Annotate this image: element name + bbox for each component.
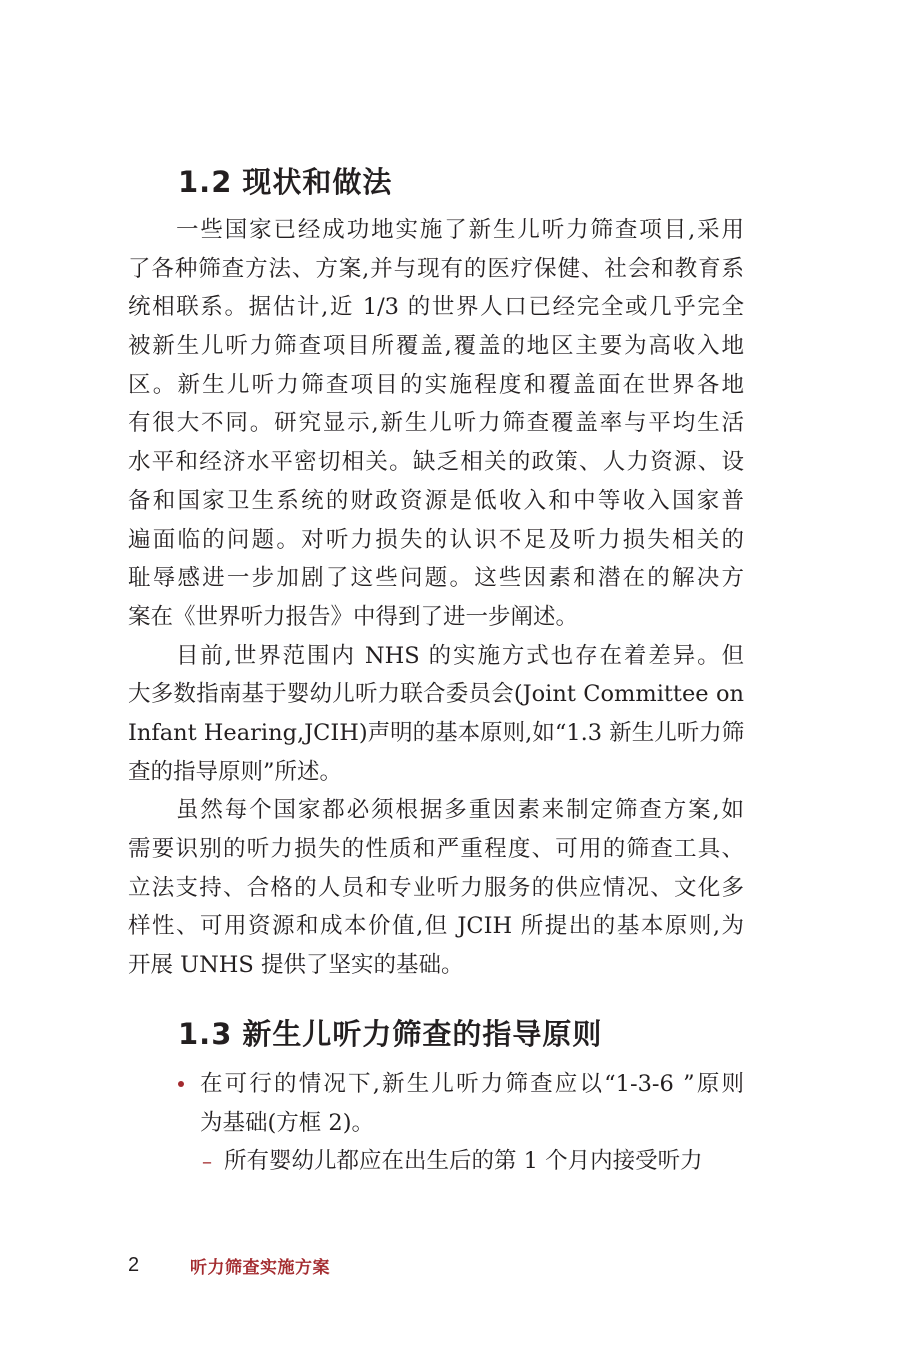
text-line: 有很大不同。研究显示,新生儿听力筛查覆盖率与平均生活 <box>128 410 744 437</box>
text-line: 一些国家已经成功地实施了新生儿听力筛查项目,采用 <box>176 217 744 243</box>
text-line: 目前,世界范围内 NHS 的实施方式也存在着差异。但 <box>176 642 744 669</box>
text-line: 案在《世界听力报告》中得到了进一步阐述。 <box>128 603 579 630</box>
text-line: 样性、可用资源和成本价值,但 JCIH 所提出的基本原则,为 <box>128 913 744 940</box>
section-heading-1-3 <box>178 1014 602 1054</box>
section-number: 1.2 <box>178 165 233 199</box>
text-line: 大多数指南基于婴幼儿听力联合委员会(Joint Committee on <box>128 681 744 708</box>
section-body-1-2 <box>128 211 744 985</box>
text-line: 开展 UNHS 提供了坚实的基础。 <box>128 952 464 979</box>
text-line: 遍面临的问题。对听力损失的认识不足及听力损失相关的 <box>128 526 744 553</box>
section-title: 新生儿听力筛查的指导原则 <box>242 1017 603 1051</box>
page-number: 2 <box>128 1253 140 1276</box>
dash-bullet-icon: – <box>202 1149 212 1174</box>
list-item <box>178 1065 744 1142</box>
text-line: 查的指导原则”所述。 <box>128 758 343 785</box>
text-line: Infant Hearing,JCIH)声明的基本原则,如“1.3 新生儿听力筛 <box>128 719 744 746</box>
page-footer <box>128 1252 330 1278</box>
paragraph <box>128 637 744 792</box>
bullet-dot-icon <box>178 1081 184 1087</box>
section-title: 现状和做法 <box>242 165 393 199</box>
section-number: 1.3 <box>178 1017 233 1051</box>
text-line: 区。新生儿听力筛查项目的实施程度和覆盖面在世界各地 <box>128 371 744 398</box>
paragraph <box>128 791 744 984</box>
text-line: 统相联系。据估计,近 1/3 的世界人口已经完全或几乎完全 <box>128 294 744 321</box>
text-line: 虽然每个国家都必须根据多重因素来制定筛查方案,如 <box>176 797 744 824</box>
text-line: 需要识别的听力损失的性质和严重程度、可用的筛查工具、 <box>128 836 744 862</box>
text-line: 水平和经济水平密切相关。缺乏相关的政策、人力资源、设 <box>128 449 744 476</box>
text-line: 所有婴幼儿都应在出生后的第 1 个月内接受听力 <box>224 1148 703 1175</box>
text-line: 为基础(方框 2)。 <box>200 1109 375 1136</box>
paragraph <box>128 211 744 637</box>
text-line: 备和国家卫生系统的财政资源是低收入和中等收入国家普 <box>128 487 744 514</box>
text-line: 了各种筛查方法、方案,并与现有的医疗保健、社会和教育系 <box>128 255 744 282</box>
text-line: 在可行的情况下,新生儿听力筛查应以“1-3-6 ”原则 <box>200 1071 744 1097</box>
text-line: 耻辱感进一步加剧了这些问题。这些因素和潜在的解决方 <box>128 565 744 592</box>
sub-list-item <box>178 1142 744 1181</box>
running-title: 听力筛查实施方案 <box>190 1257 330 1278</box>
guideline-list <box>178 1065 744 1181</box>
text-line: 立法支持、合格的人员和专业听力服务的供应情况、文化多 <box>128 874 744 901</box>
text-line: 被新生儿听力筛查项目所覆盖,覆盖的地区主要为高收入地 <box>128 333 744 360</box>
section-heading-1-2 <box>178 162 392 202</box>
